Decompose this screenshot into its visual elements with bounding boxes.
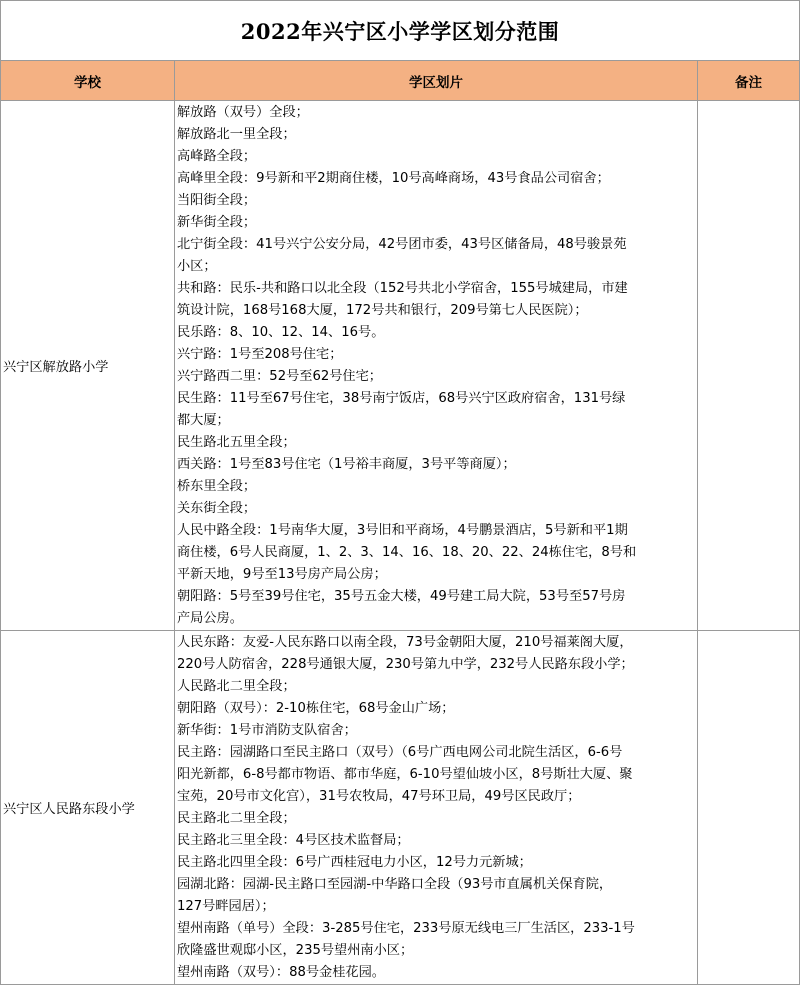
zone-line: 阳光新都，6-8号都市物语、都市华庭，6-10号望仙坡小区，8号斯壮大厦、聚	[177, 767, 633, 782]
zone-line: 都大厦；	[177, 413, 230, 428]
zone-cell	[175, 631, 698, 985]
zone-line: 西关路：1号至83号住宅（1号裕丰商厦，3号平等商厦）；	[177, 457, 516, 472]
zone-line: 宝苑，20号市文化宫），31号农牧局，47号环卫局，49号区民政厅；	[177, 789, 581, 804]
zone-line: 高峰路全段；	[177, 149, 257, 164]
zone-line: 人民中路全段：1号南华大厦，3号旧和平商场，4号鹏景酒店，5号新和平1期	[177, 523, 628, 538]
table-row	[1, 101, 800, 631]
zone-line: 解放路北一里全段；	[177, 127, 296, 142]
note-cell	[698, 631, 800, 985]
zone-line: 朝阳路（双号）：2-10栋住宅，68号金山广场；	[177, 701, 455, 716]
zone-line: 兴宁路西二里：52号至62号住宅；	[177, 369, 382, 384]
header-zone: 学区划片	[175, 61, 698, 101]
zone-line: 新华街全段；	[177, 215, 257, 230]
zone-cell	[175, 101, 698, 631]
header-note: 备注	[698, 61, 800, 101]
zone-line: 园湖北路：园湖-民主路口至园湖-中华路口全段（93号市直属机关保育院，	[177, 877, 613, 892]
zone-line: 民生路：11号至67号住宅，38号南宁饭店，68号兴宁区政府宿舍，131号绿	[177, 391, 626, 406]
zone-line: 解放路（双号）全段；	[177, 105, 309, 120]
zone-line: 小区；	[177, 259, 217, 274]
zone-line: 共和路：民乐-共和路口以北全段（152号共北小学宿舍，155号城建局，市建	[177, 281, 628, 296]
header-row	[1, 61, 800, 101]
page-title: 2022年兴宁区小学学区划分范围	[1, 1, 800, 61]
header-school: 学校	[1, 61, 175, 101]
zone-line: 兴宁路：1号至208号住宅；	[177, 347, 343, 362]
zone-line: 产局公房。	[177, 611, 243, 626]
zone-line: 民主路北四里全段：6号广西桂冠电力小区，12号力元新城；	[177, 855, 532, 870]
zone-line: 民主路北三里全段：4号区技术监督局；	[177, 833, 410, 848]
zone-line: 筑设计院，168号168大厦，172号共和银行，209号第七人民医院）；	[177, 303, 588, 318]
zone-line: 人民路北二里全段；	[177, 679, 296, 694]
zone-line: 关东街全段；	[177, 501, 257, 516]
zone-line: 朝阳路：5号至39号住宅，35号五金大楼，49号建工局大院，53号至57号房	[177, 589, 626, 604]
zone-line: 平新天地，9号至13号房产局公房；	[177, 567, 387, 582]
zone-line: 当阳街全段；	[177, 193, 257, 208]
zone-line: 商住楼，6号人民商厦，1、2、3、14、16、18、20、22、24栋住宅，8号和	[177, 545, 637, 560]
zone-line: 新华街：1号市消防支队宿舍；	[177, 723, 357, 738]
zone-line: 桥东里全段；	[177, 479, 257, 494]
zone-line: 高峰里全段：9号新和平2期商住楼，10号高峰商场，43号食品公司宿舍；	[177, 171, 610, 186]
school-name: 兴宁区人民路东段小学	[1, 631, 175, 985]
zone-line: 民生路北五里全段；	[177, 435, 296, 450]
note-cell	[698, 101, 800, 631]
zone-line: 220号人防宿舍，228号通银大厦，230号第九中学，232号人民路东段小学；	[177, 657, 634, 672]
zone-line: 望州南路（双号）：88号金桂花园。	[177, 965, 385, 980]
school-name: 兴宁区解放路小学	[1, 101, 175, 631]
zone-line: 民主路：园湖路口至民主路口（双号）（6号广西电网公司北院生活区，6-6号	[177, 745, 623, 760]
title-row	[1, 1, 800, 61]
zone-line: 民乐路：8、10、12、14、16号。	[177, 325, 385, 340]
zone-line: 127号畔园居）；	[177, 899, 275, 914]
table-row	[1, 631, 800, 985]
zone-line: 望州南路（单号）全段：3-285号住宅，233号原无线电三厂生活区，233-1号	[177, 921, 635, 936]
zone-line: 民主路北二里全段；	[177, 811, 296, 826]
zone-line: 欣隆盛世观邸小区，235号望州南小区；	[177, 943, 414, 958]
zone-line: 人民东路：友爱-人民东路口以南全段，73号金朝阳大厦，210号福莱阁大厦，	[177, 635, 633, 650]
zone-line: 北宁街全段：41号兴宁公安分局，42号团市委，43号区储备局，48号骏景苑	[177, 237, 627, 252]
